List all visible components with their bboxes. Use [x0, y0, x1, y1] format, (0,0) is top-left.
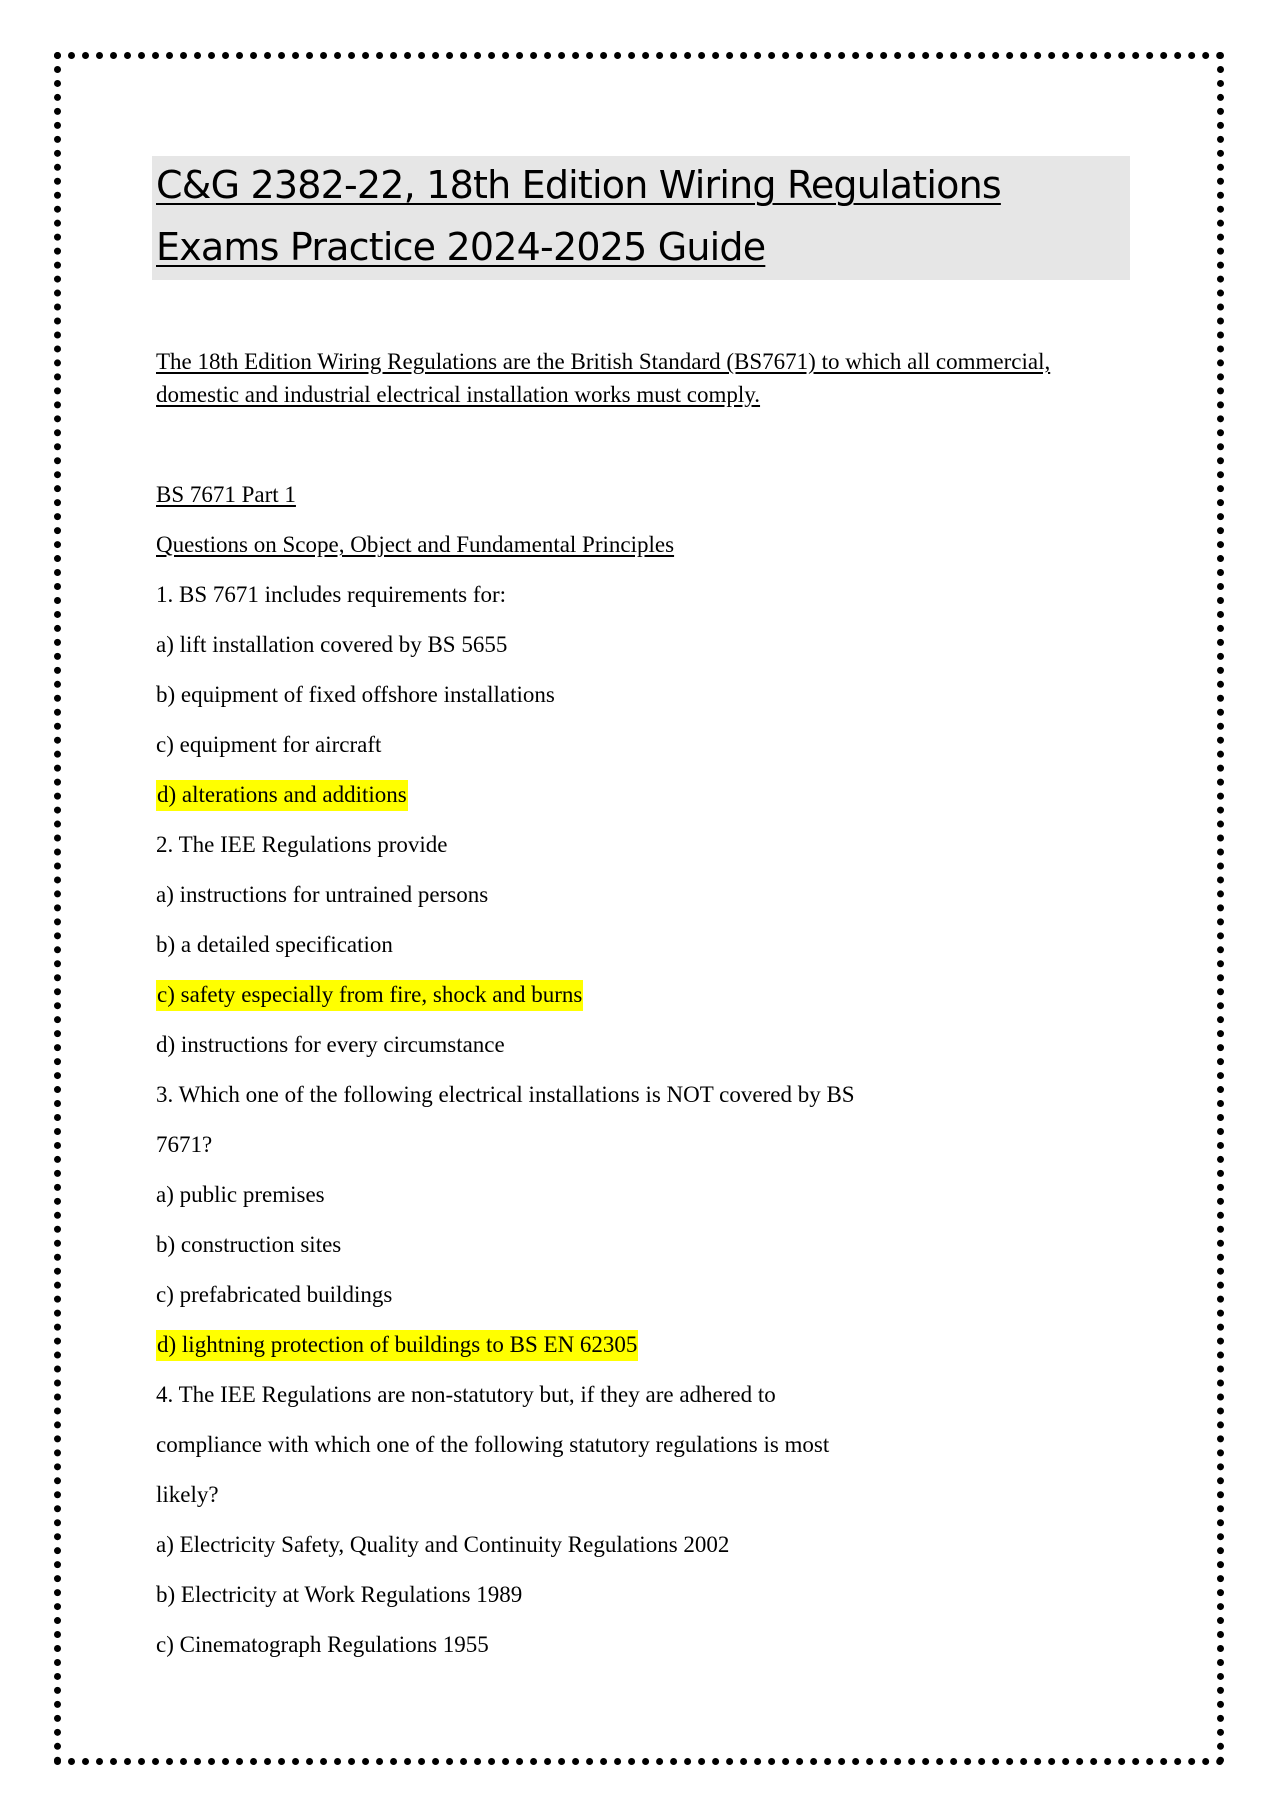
question-1-option-a: a) lift installation covered by BS 5655 — [156, 632, 508, 657]
document-title-line-1: C&G 2382-22, 18th Edition Wiring Regulations — [156, 163, 1001, 207]
intro-line-1: The 18th Edition Wiring Regulations are the British Standard (BS7671) to which all commercial, — [156, 349, 1051, 374]
question-3-option-b: b) construction sites — [156, 1232, 342, 1257]
intro-line-2: domestic and industrial electrical installation works must comply. — [156, 382, 761, 407]
question-2-option-a: a) instructions for untrained persons — [156, 882, 489, 907]
question-4-option-c: c) Cinematograph Regulations 1955 — [156, 1632, 489, 1657]
question-3-option-a: a) public premises — [156, 1182, 325, 1207]
question-4-line-2: compliance with which one of the following statutory regulations is most — [156, 1432, 830, 1457]
question-3-option-c: c) prefabricated buildings — [156, 1282, 393, 1307]
question-4-line-3: likely? — [156, 1482, 219, 1507]
question-3-line-1: 3. Which one of the following electrical installations is NOT covered by BS — [156, 1082, 855, 1107]
page-border — [54, 52, 1224, 1765]
question-1: 1. BS 7671 includes requirements for: — [156, 582, 507, 607]
question-4-option-a: a) Electricity Safety, Quality and Continuity Regulations 2002 — [156, 1532, 730, 1557]
question-2: 2. The IEE Regulations provide — [156, 832, 448, 857]
subsection-heading: Questions on Scope, Object and Fundamental Principles — [156, 532, 675, 557]
question-1-option-b: b) equipment of fixed offshore installations — [156, 682, 555, 707]
section-heading: BS 7671 Part 1 — [156, 482, 296, 507]
question-2-option-d: d) instructions for every circumstance — [156, 1032, 505, 1057]
question-1-answer-highlight: d) alterations and additions — [156, 780, 408, 811]
question-3-line-2: 7671? — [156, 1132, 213, 1157]
document-title-line-2: Exams Practice 2024-2025 Guide — [156, 225, 766, 269]
question-1-option-c: c) equipment for aircraft — [156, 732, 382, 757]
question-2-answer-highlight: c) safety especially from fire, shock and burns — [156, 980, 583, 1011]
question-4-line-1: 4. The IEE Regulations are non-statutory but, if they are adhered to — [156, 1382, 776, 1407]
question-4-option-b: b) Electricity at Work Regulations 1989 — [156, 1582, 523, 1607]
question-3-answer-highlight: d) lightning protection of buildings to BS EN 62305 — [156, 1330, 638, 1361]
question-2-option-b: b) a detailed specification — [156, 932, 393, 957]
